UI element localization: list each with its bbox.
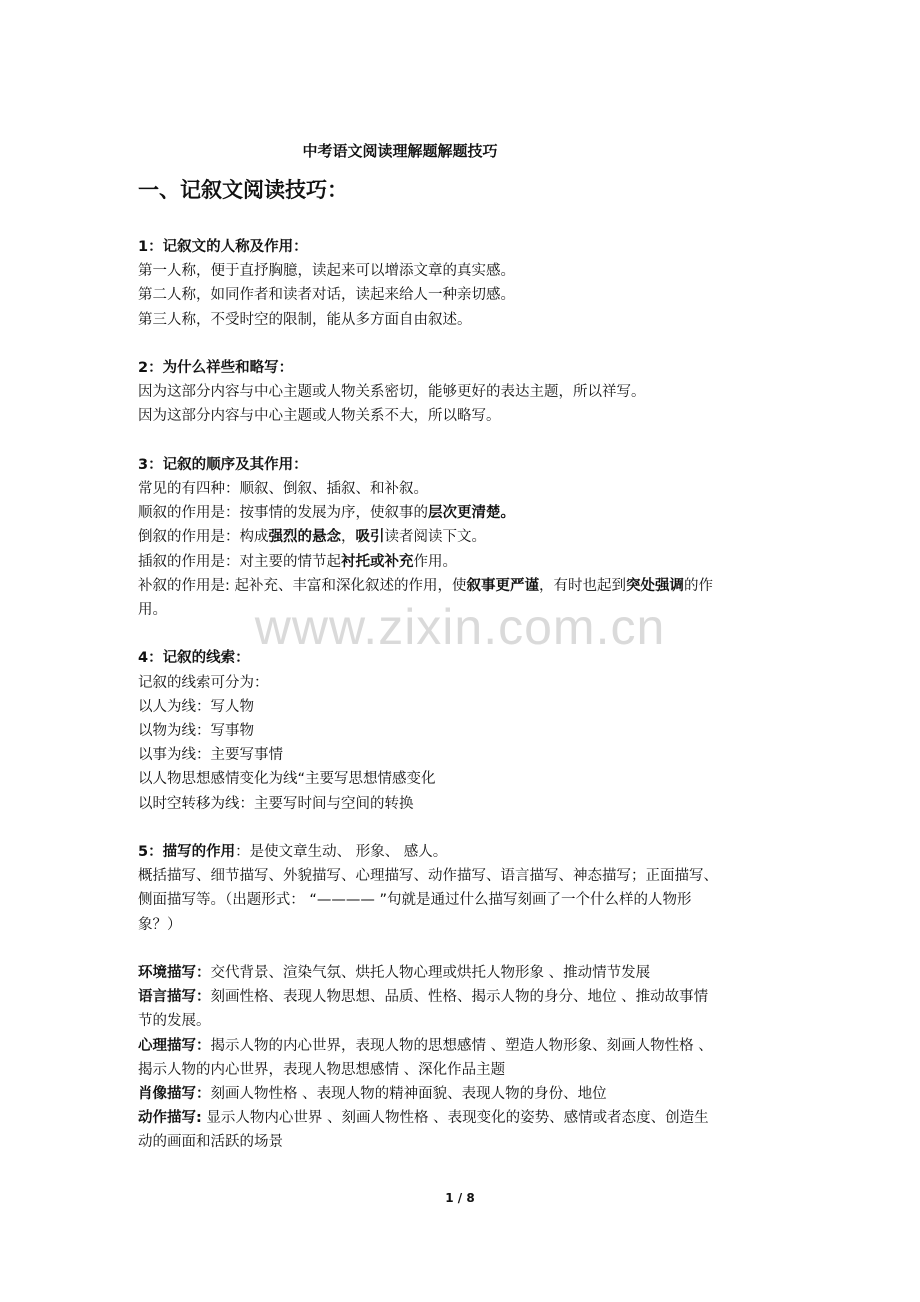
s3-emphasis: 突处强调 [626, 577, 684, 594]
por-text: 刻画人物性格 、表现人物的精神面貌、表现人物的身份、地位 [210, 1086, 607, 1103]
s3-text: ， [341, 529, 356, 546]
s3-text: 读者阅读下文。 [384, 529, 486, 546]
section-heading: 一、记叙文阅读技巧： [138, 178, 348, 202]
page-number: 1 / 8 [445, 1191, 475, 1205]
s3-line: 用。 [138, 602, 167, 619]
s3-line [138, 550, 786, 574]
s3-text: 补叙的作用是: 起补充、丰富和深化叙述的作用，使 [138, 577, 467, 594]
s3-text: 插叙的作用是：对主要的情节起 [138, 553, 341, 570]
psy-text: 揭示人物的内心世界，表现人物的思想感情 、塑造人物形象、刻画人物性格 、 [210, 1037, 713, 1054]
s3-text: ，有时也起到 [539, 577, 626, 594]
lang-text: 刻画性格、表现人物思想、品质、性格、揭示人物的身分、地位 、推动故事情 [210, 989, 709, 1006]
s4-line: 以人为线：写人物 [138, 698, 254, 715]
s5-line: 象？） [138, 916, 182, 933]
s1-line: 第二人称，如同作者和读者对话，读起来给人一种亲切感。 [138, 287, 515, 304]
s5-title: 5：描写的作用 [138, 844, 236, 861]
s2-line: 因为这部分内容与中心主题或人物关系密切，能够更好的表达主题，所以祥写。 [138, 384, 646, 401]
psy-line: 揭示人物的内心世界，表现人物思想感情 、深化作品主题 [138, 1061, 506, 1078]
s4-line: 以事为线：主要写事情 [138, 747, 283, 764]
act-label: 动作描写: [138, 1110, 202, 1127]
lang-label: 语言描写： [138, 989, 211, 1006]
lang-line: 节的发展。 [138, 1013, 211, 1030]
por-line [138, 1082, 786, 1106]
document-body [138, 235, 786, 1155]
s3-text: 倒叙的作用是：构成 [138, 529, 269, 546]
act-line [138, 1106, 786, 1130]
document-title: 中考语文阅读理解题解题技巧 [302, 142, 498, 160]
s4-line: 记叙的线索可分为： [138, 674, 269, 691]
act-text: 显示人物内心世界 、刻画人物性格 、表现变化的姿势、感情或者态度、创造生 [201, 1110, 709, 1127]
s4-title: 4：记叙的线索： [138, 650, 250, 667]
s3-emphasis: 衬托或补充 [341, 553, 414, 570]
s5-line: 概括描写、细节描写、外貌描写、心理描写、动作描写、语言描写、神态描写；正面描写、 [138, 868, 718, 885]
s2-line: 因为这部分内容与中心主题或人物关系不大，所以略写。 [138, 408, 501, 425]
watermark: www.zixin.com.cn [254, 599, 666, 655]
s3-emphasis: 强烈的悬念 [268, 529, 341, 546]
s1-line: 第三人称，不受时空的限制，能从多方面自由叙述。 [138, 311, 472, 328]
lang-line [138, 985, 786, 1009]
s1-line: 第一人称，便于直抒胸臆，读起来可以增添文章的真实感。 [138, 263, 515, 280]
s5-title-line [138, 840, 786, 864]
s3-emphasis: 吸引 [355, 529, 385, 546]
psy-line [138, 1034, 786, 1058]
s3-text: 的作 [684, 577, 713, 594]
s3-emphasis: 层次更清楚。 [428, 505, 515, 522]
s3-text: 作用。 [413, 553, 457, 570]
s1-title: 1：记叙文的人称及作用： [138, 239, 308, 255]
psy-label: 心理描写： [138, 1037, 211, 1054]
s3-title: 3：记叙的顺序及其作用： [138, 456, 308, 473]
s3-emphasis: 叙事更严谨 [466, 577, 539, 594]
env-label: 环境描写： [138, 965, 211, 982]
s4-line: 以时空转移为线：主要写时间与空间的转换 [138, 795, 414, 812]
s5-line: 侧面描写等。（出题形式： “———— ”句就是通过什么描写刻画了一个什么样的人物形 [138, 892, 692, 909]
s3-line: 常见的有四种：顺叙、倒叙、插叙、和补叙。 [138, 481, 428, 497]
s5-title-rest: ：是使文章生动、 形象、 感人。 [235, 844, 448, 861]
por-label: 肖像描写： [138, 1086, 211, 1103]
env-text: 交代背景、渲染气氛、烘托人物心理或烘托人物形象 、推动情节发展 [210, 965, 651, 982]
s3-text: 顺叙的作用是：按事情的发展为序，使叙事的 [138, 505, 428, 522]
env-line [138, 961, 786, 985]
act-line: 动的画面和活跃的场景 [138, 1134, 283, 1151]
s2-title: 2：为什么祥些和略写： [138, 360, 294, 376]
s4-line: 以物为线：写事物 [138, 723, 254, 740]
s4-line: 以人物思想感情变化为线“主要写思想情感变化 [138, 771, 436, 788]
s3-line [138, 574, 786, 598]
s3-line [138, 525, 786, 549]
s3-line [138, 501, 786, 525]
